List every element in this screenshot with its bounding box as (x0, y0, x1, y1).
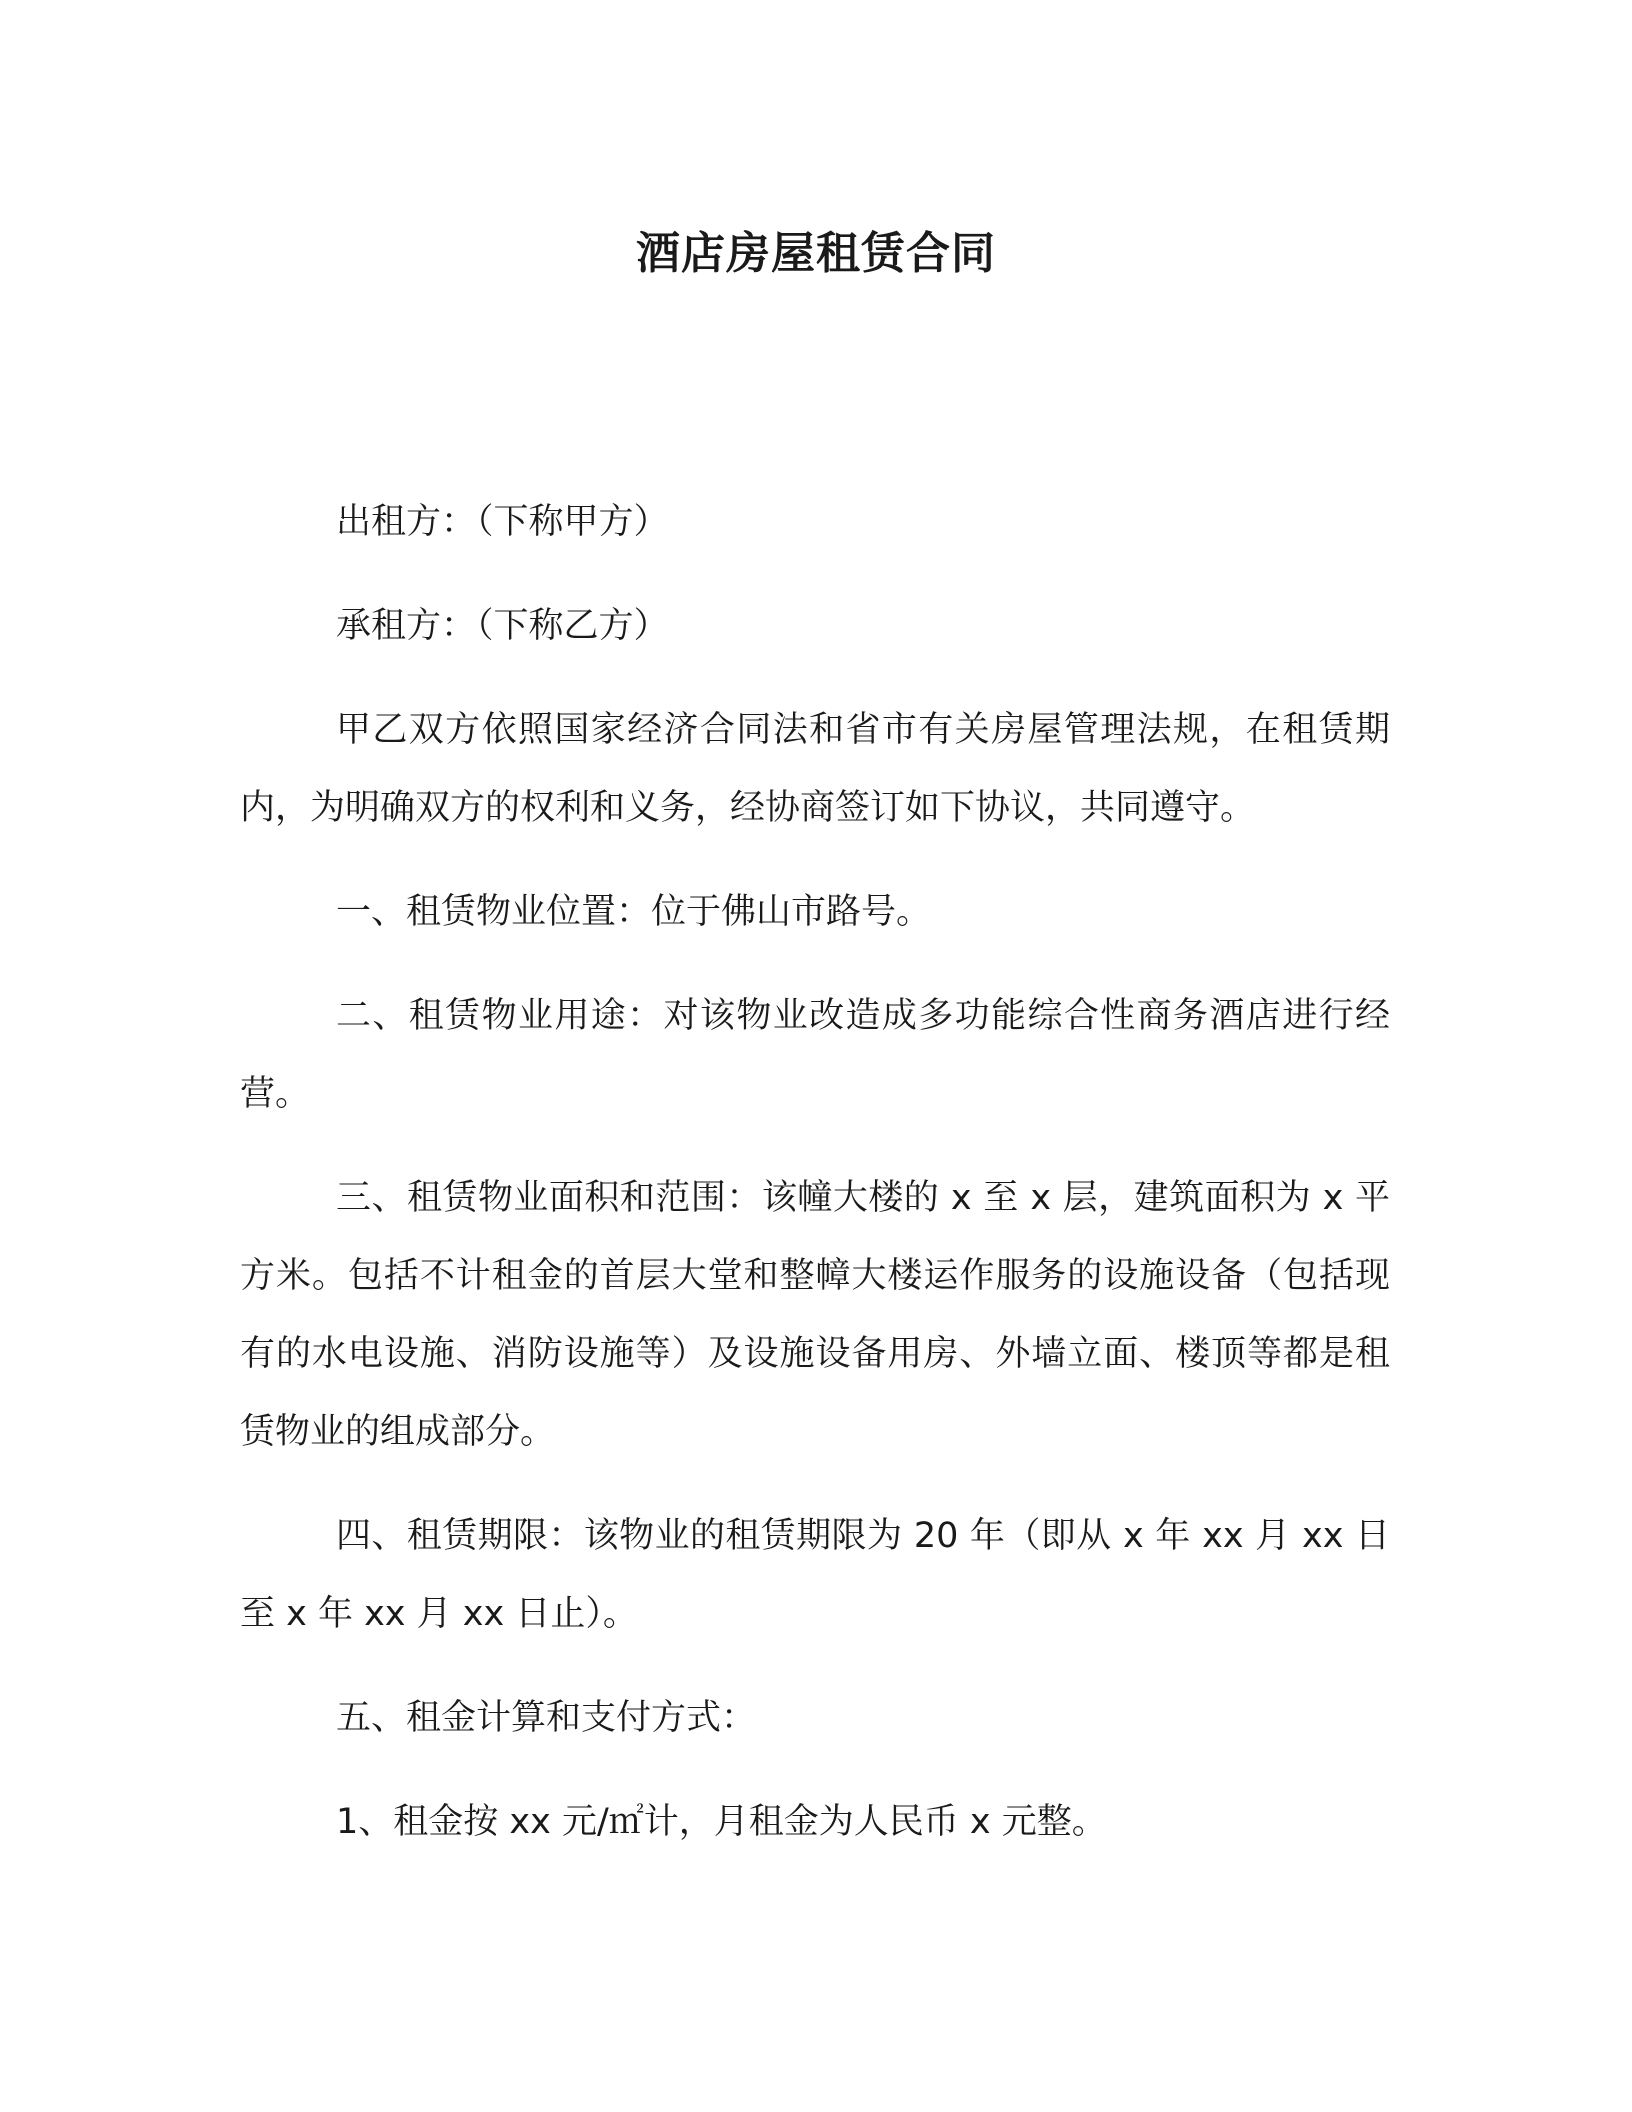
clause-4 (240, 1497, 1390, 1653)
clause-3-text: 三、租赁物业面积和范围：该幢大楼的 x 至 x 层，建筑面积为 x 平方米。包括不计租金的首层大堂和整幛大楼运作服务的设施设备（包括现有的水电设施、消防设施等）及设施设备用房、外墙立面、楼顶等都是租赁物业的组成部分。 (240, 1178, 1390, 1452)
clause-5-1 (240, 1783, 1390, 1861)
clause-2-text: 二、租赁物业用途：对该物业改造成多功能综合性商务酒店进行经营。 (240, 996, 1390, 1114)
document-title: 酒店房屋租赁合同 (636, 228, 996, 279)
clause-1 (240, 873, 1390, 951)
lessor-line (240, 483, 1390, 561)
clause-2 (240, 977, 1390, 1133)
clause-4-text: 四、租赁期限：该物业的租赁期限为 20 年（即从 x 年 xx 月 xx 日至 x 年 xx 月 xx 日止）。 (240, 1516, 1390, 1634)
intro-text: 甲乙双方依照国家经济合同法和省市有关房屋管理法规，在租赁期内，为明确双方的权利和义务，经协商签订如下协议，共同遵守。 (240, 710, 1390, 828)
lessor-text: 出租方：（下称甲方） (336, 502, 669, 542)
clause-1-text: 一、租赁物业位置：位于佛山市路号。 (336, 892, 932, 932)
clause-5-1-text: 1、租金按 xx 元/㎡计，月租金为人民币 x 元整。 (336, 1802, 1107, 1842)
clause-3 (240, 1159, 1390, 1471)
lessee-line (240, 587, 1390, 665)
intro-paragraph (240, 691, 1390, 847)
lessee-text: 承租方：（下称乙方） (336, 606, 669, 646)
clause-5 (240, 1679, 1390, 1757)
clause-5-text: 五、租金计算和支付方式： (336, 1698, 757, 1738)
